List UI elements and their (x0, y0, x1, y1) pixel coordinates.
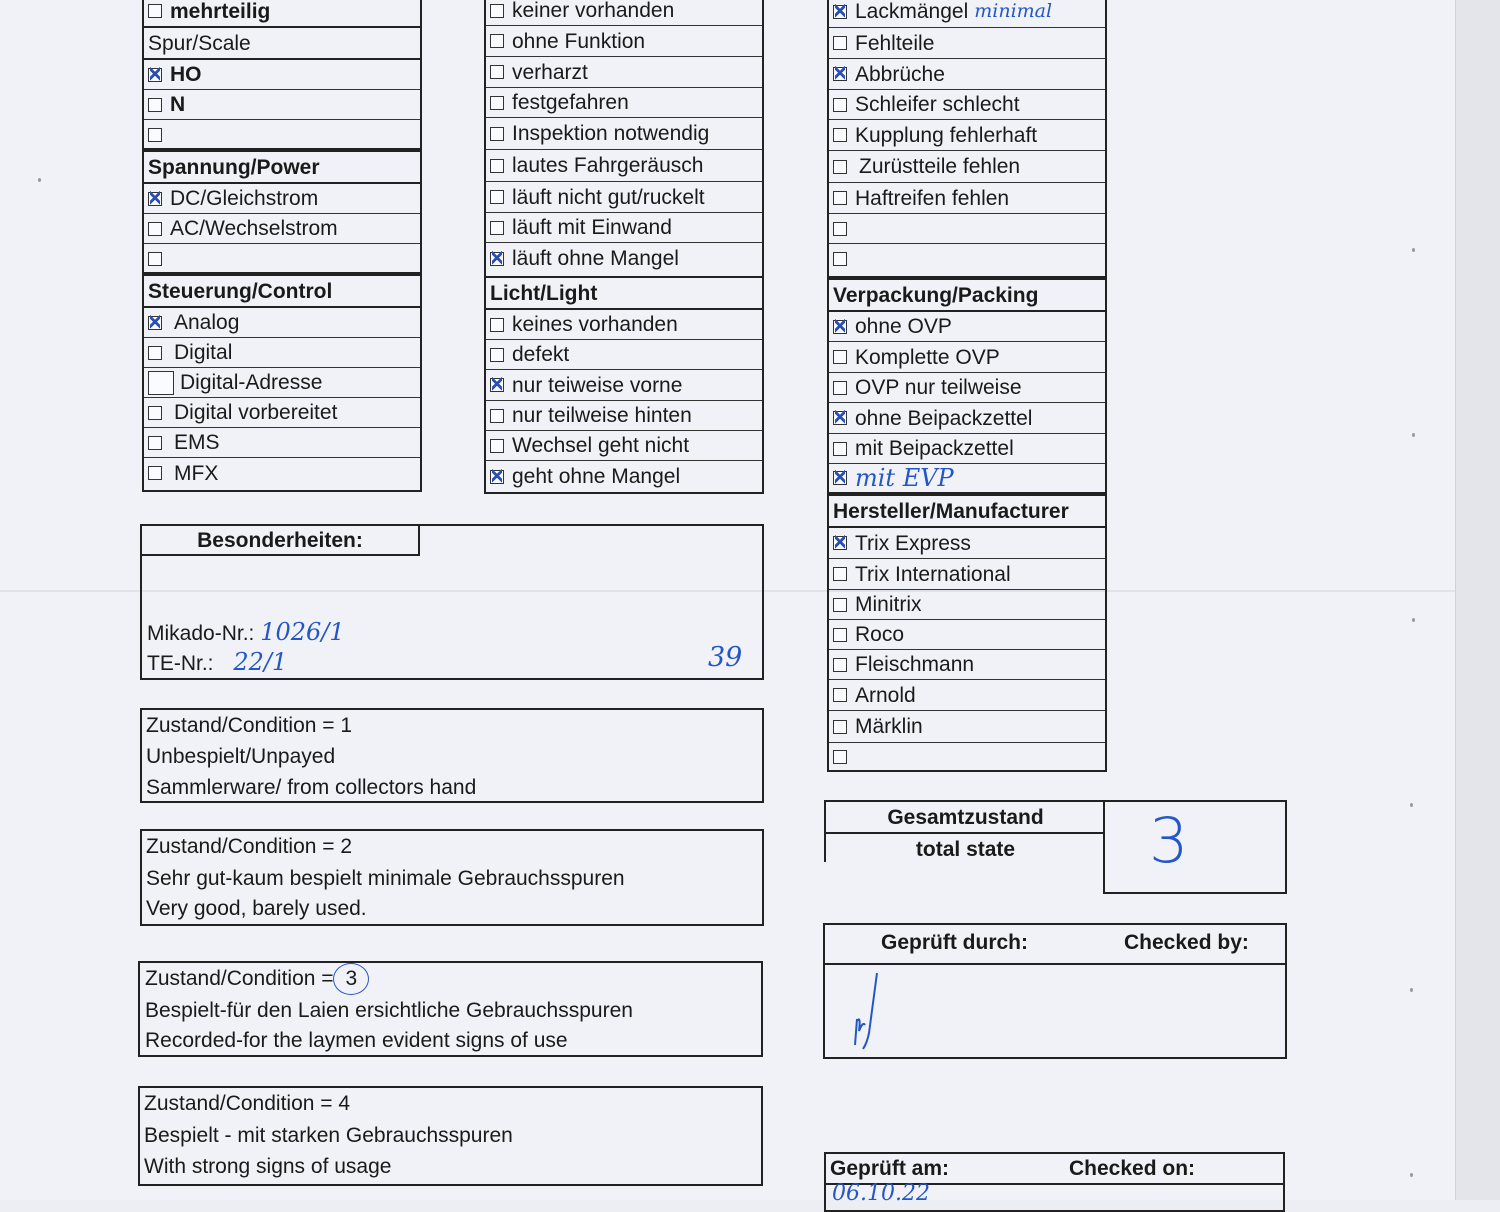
condition-2-box (140, 829, 764, 926)
te-line (147, 647, 287, 679)
checkbox-row[interactable] (829, 151, 1105, 183)
checkbox-row[interactable] (144, 120, 420, 150)
checkbox-row[interactable] (829, 650, 1105, 680)
special-features-box (140, 524, 764, 680)
checkbox[interactable] (490, 65, 504, 79)
checkbox[interactable] (490, 470, 504, 484)
checkbox-row[interactable] (829, 90, 1105, 120)
checkbox[interactable] (490, 127, 504, 141)
checkbox-row[interactable] (829, 120, 1105, 151)
checkbox-row[interactable] (144, 338, 420, 368)
total-state-value: 3 (1149, 804, 1189, 877)
checkbox-row[interactable] (486, 88, 762, 118)
light-header: Licht/Light (484, 276, 764, 310)
checkbox[interactable] (833, 320, 847, 334)
handwritten-note: mit EVP (855, 464, 954, 492)
checkbox[interactable] (148, 436, 162, 450)
checkbox-row[interactable] (486, 118, 762, 150)
checkbox[interactable] (490, 159, 504, 173)
checkbox[interactable] (490, 34, 504, 48)
checkbox-label: nur teilweise hinten (512, 404, 692, 427)
checkbox-row[interactable] (144, 368, 420, 398)
condition-1-box (140, 708, 764, 803)
checkbox-row[interactable] (829, 680, 1105, 711)
checkbox[interactable] (833, 688, 847, 702)
checkbox-label: Inspektion notwendig (512, 122, 710, 145)
checked-by-label-en: Checked by: (1124, 931, 1249, 954)
function-table (484, 0, 764, 278)
checkbox-row[interactable] (144, 398, 420, 428)
checkbox-label: Minitrix (855, 593, 922, 616)
checkbox[interactable] (148, 406, 162, 420)
checkbox[interactable] (833, 567, 847, 581)
condition-3-box (138, 961, 763, 1057)
checkbox-row[interactable] (486, 150, 762, 182)
checkbox[interactable] (833, 350, 847, 364)
checkbox-label: Wechsel geht nicht (512, 434, 690, 457)
checkbox[interactable] (833, 67, 847, 81)
checkbox-label: Trix Express (855, 531, 971, 555)
checkbox-row[interactable] (144, 0, 420, 26)
checkbox-label: mit Beipackzettel (855, 437, 1014, 460)
checkbox-row[interactable] (486, 370, 762, 401)
scale-header: Spur/Scale (142, 26, 422, 60)
checkbox[interactable] (148, 192, 162, 206)
checkbox-row[interactable] (829, 464, 1105, 492)
dust-speck (38, 178, 41, 182)
checkbox[interactable] (490, 348, 504, 362)
dust-speck (1410, 988, 1413, 992)
checkbox[interactable] (490, 378, 504, 392)
checkbox-label: Trix International (855, 562, 1011, 586)
checkbox-label: Digital vorbereitet (174, 401, 338, 424)
checkbox-label: HO (170, 63, 202, 86)
checkbox[interactable] (833, 720, 847, 734)
checkbox[interactable] (148, 128, 162, 142)
te-label: TE-Nr.: (147, 652, 214, 675)
condition-3-line-2: Bespielt-für den Laien ersichtliche Gebrauchsspuren (145, 999, 633, 1022)
condition-4-box (138, 1086, 763, 1186)
total-state-divider (824, 800, 826, 834)
checkbox-label: defekt (512, 343, 570, 366)
checkbox[interactable] (833, 536, 847, 550)
checkbox-label: Schleifer schlecht (855, 93, 1020, 116)
condition-2-line-1: Zustand/Condition = 2 (146, 835, 353, 858)
checkbox-row[interactable] (829, 28, 1105, 59)
total-state-label-box (824, 800, 1105, 862)
checkbox-row[interactable] (486, 26, 762, 57)
packing-header: Verpackung/Packing (827, 278, 1107, 312)
checkbox-row[interactable] (829, 312, 1105, 342)
checkbox[interactable] (833, 222, 847, 236)
condition-3-selected-value: 3 (333, 963, 369, 995)
checkbox-row[interactable] (144, 214, 420, 244)
condition-3-prefix: Zustand/Condition = (145, 967, 334, 990)
checkbox-label: Haftreifen fehlen (855, 186, 1010, 210)
checkbox-label: OVP nur teilweise (855, 376, 1022, 399)
checkbox-label: Digital (174, 341, 233, 364)
checkbox[interactable] (833, 658, 847, 672)
checkbox[interactable] (490, 252, 504, 266)
checkbox-row[interactable] (829, 743, 1105, 770)
checkbox[interactable] (490, 221, 504, 235)
checkbox-row[interactable] (829, 244, 1105, 274)
checkbox-row[interactable] (486, 243, 762, 274)
checkbox-label: MFX (174, 461, 219, 485)
checkbox-row[interactable] (144, 60, 420, 90)
handwritten-number: 39 (708, 642, 743, 673)
checkbox-label: Kupplung fehlerhaft (855, 123, 1038, 147)
condition-1-line-3: Sammlerware/ from collectors hand (146, 776, 477, 799)
checkbox[interactable] (148, 4, 162, 18)
checkbox[interactable] (148, 252, 162, 266)
checkbox[interactable] (148, 98, 162, 112)
checkbox-label: läuft ohne Mangel (512, 247, 679, 270)
checkbox[interactable] (490, 318, 504, 332)
checkbox[interactable] (490, 409, 504, 423)
checkbox-label: geht ohne Mangel (512, 465, 681, 488)
dust-speck (1410, 803, 1413, 807)
checkbox-row[interactable] (829, 403, 1105, 434)
checkbox-row[interactable] (829, 528, 1105, 559)
checkbox[interactable] (833, 750, 847, 764)
checkbox-label: lautes Fahrgeräusch (512, 154, 704, 177)
total-state-label-de: Gesamtzustand (887, 806, 1044, 829)
checkbox[interactable] (833, 471, 847, 485)
checkbox-row[interactable] (144, 428, 420, 458)
checkbox-row[interactable] (144, 458, 420, 488)
condition-3-line-1 (145, 963, 369, 995)
checkbox[interactable] (490, 4, 504, 18)
checkbox[interactable] (148, 466, 162, 480)
checkbox[interactable] (148, 371, 174, 395)
checkbox-row[interactable] (144, 308, 420, 338)
checkbox[interactable] (833, 160, 847, 174)
checkbox-label: Lackmängel (855, 0, 969, 23)
checkbox[interactable] (490, 439, 504, 453)
total-state-label-en: total state (915, 838, 1016, 861)
checkbox-row[interactable] (486, 0, 762, 26)
checkbox-row[interactable] (829, 711, 1105, 743)
checkbox-label: nur teiweise vorne (512, 373, 683, 397)
checkbox-row[interactable] (486, 57, 762, 88)
te-value: 22/1 (233, 648, 288, 676)
light-table (484, 276, 764, 494)
checkbox-label: mehrteilig (170, 0, 271, 23)
mikado-line (147, 617, 345, 649)
checkbox-row[interactable] (829, 342, 1105, 373)
checked-on-label-de: Geprüft am: (830, 1157, 950, 1180)
condition-3-line-3: Recorded-for the laymen evident signs of use (145, 1029, 568, 1052)
checkbox[interactable] (833, 98, 847, 112)
checked-by-header (823, 923, 1287, 965)
condition-2-line-3: Very good, barely used. (146, 897, 367, 920)
condition-4-line-3: With strong signs of usage (144, 1155, 392, 1178)
checkbox-row[interactable] (829, 434, 1105, 464)
mikado-label: Mikado-Nr.: (147, 622, 255, 645)
multipart-table (142, 0, 422, 28)
checked-by-box (823, 923, 1287, 1059)
checkbox-label: Digital-Adresse (180, 371, 323, 394)
condition-4-line-2: Bespielt - mit starken Gebrauchsspuren (144, 1124, 513, 1147)
checkbox-label: Arnold (855, 683, 916, 707)
manufacturer-header: Hersteller/Manufacturer (827, 494, 1107, 528)
checked-on-box (824, 1152, 1285, 1212)
checkbox-row[interactable] (829, 214, 1105, 244)
checkbox[interactable] (490, 96, 504, 110)
checkbox-row[interactable] (829, 620, 1105, 650)
checkbox-label: läuft nicht gut/ruckelt (512, 185, 705, 209)
dust-speck (1412, 618, 1415, 622)
checkbox[interactable] (148, 346, 162, 360)
condition-4-line-1: Zustand/Condition = 4 (144, 1092, 351, 1115)
mikado-value: 1026/1 (260, 618, 345, 646)
control-header: Steuerung/Control (142, 274, 422, 308)
checkbox-label: ohne OVP (855, 315, 952, 338)
checkbox-label: festgefahren (512, 91, 629, 114)
checkbox-row[interactable] (144, 184, 420, 214)
checkbox-row[interactable] (144, 90, 420, 120)
checkbox-row[interactable] (829, 559, 1105, 590)
checkbox-row[interactable] (486, 431, 762, 461)
checkbox-label: Märklin (855, 715, 923, 738)
checkbox-label: AC/Wechselstrom (170, 217, 338, 240)
checkbox-label: Abbrüche (855, 62, 945, 86)
dust-speck (1412, 433, 1415, 437)
checkbox-row[interactable] (486, 401, 762, 431)
checkbox-row[interactable] (829, 590, 1105, 620)
checkbox[interactable] (148, 222, 162, 236)
special-features-header: Besonderheiten: (140, 524, 420, 556)
checkbox-label: Analog (174, 311, 240, 334)
checkbox-label: Fehlteile (855, 31, 935, 55)
checkbox[interactable] (833, 36, 847, 50)
power-header: Spannung/Power (142, 150, 422, 184)
checked-on-label-en: Checked on: (1069, 1157, 1196, 1180)
checkbox-label: EMS (174, 431, 220, 454)
checkbox-label: keines vorhanden (512, 313, 678, 336)
dust-speck (1412, 248, 1415, 252)
checkbox[interactable] (833, 411, 847, 425)
checkbox-label: ohne Funktion (512, 29, 646, 53)
checkbox-row[interactable] (486, 213, 762, 243)
checked-on-value: 06.10.22 (832, 1181, 930, 1206)
checkbox-label: N (170, 93, 186, 116)
checkbox-label: verharzt (512, 60, 588, 84)
control-table (142, 274, 422, 492)
total-state-value-box[interactable] (1103, 800, 1287, 894)
packing-table (827, 278, 1107, 494)
defects-table (827, 0, 1107, 278)
checkbox-row[interactable] (486, 340, 762, 370)
checkbox-label: läuft mit Einwand (512, 216, 672, 239)
checkbox[interactable] (833, 628, 847, 642)
checkbox[interactable] (833, 252, 847, 266)
power-table (142, 150, 422, 274)
manufacturer-table (827, 494, 1107, 772)
condition-1-line-2: Unbespielt/Unpayed (146, 745, 336, 768)
checkbox[interactable] (490, 190, 504, 204)
checkbox-label: DC/Gleichstrom (170, 187, 319, 210)
checkbox[interactable] (833, 381, 847, 395)
checkbox-label: Roco (855, 623, 905, 646)
condition-1-line-1: Zustand/Condition = 1 (146, 714, 353, 737)
checkbox-row[interactable] (486, 310, 762, 340)
checkbox[interactable] (833, 442, 847, 456)
paper-edge (1455, 0, 1500, 1200)
checkbox[interactable] (833, 191, 847, 205)
dust-speck (1410, 1173, 1413, 1177)
checkbox[interactable] (833, 598, 847, 612)
checkbox-row[interactable] (486, 461, 762, 492)
checkbox-row[interactable] (829, 0, 1105, 28)
total-state-underline (824, 832, 1105, 834)
checkbox-row[interactable] (829, 59, 1105, 90)
scale-table (142, 26, 422, 150)
checkbox-row[interactable] (829, 373, 1105, 403)
checkbox[interactable] (148, 316, 162, 330)
signature-drawing (847, 963, 897, 1053)
checkbox-label: ohne Beipackzettel (855, 406, 1033, 430)
checkbox-label: keiner vorhanden (512, 0, 675, 22)
checkbox[interactable] (833, 5, 847, 19)
checkbox-row[interactable] (486, 182, 762, 213)
checkbox-row[interactable] (144, 244, 420, 274)
checked-by-label-de: Geprüft durch: (881, 931, 1028, 954)
condition-2-line-2: Sehr gut-kaum bespielt minimale Gebrauchsspuren (146, 867, 625, 890)
checkbox-label: Zurüstteile fehlen (859, 155, 1021, 178)
checkbox-label: Fleischmann (855, 653, 975, 676)
handwritten-note: minimal (974, 0, 1053, 22)
checkbox[interactable] (148, 68, 162, 82)
checkbox-row[interactable] (829, 183, 1105, 214)
checkbox[interactable] (833, 128, 847, 142)
checkbox-label: Komplette OVP (855, 345, 1000, 369)
